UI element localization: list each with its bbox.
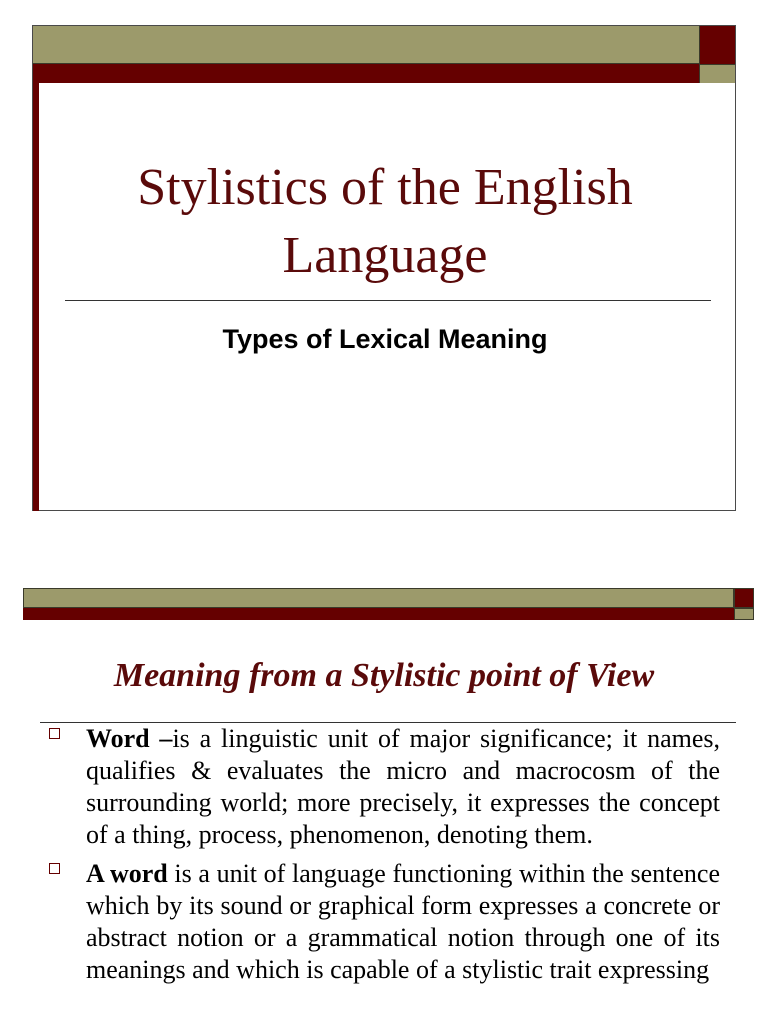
header-corner-maroon bbox=[734, 588, 754, 608]
bullet-term: Word – bbox=[86, 724, 173, 753]
header-maroon-bar bbox=[23, 608, 734, 620]
header-maroon-bar bbox=[33, 64, 699, 83]
slide-title: Stylistics of the English Language bbox=[137, 159, 633, 284]
bullet-text: is a unit of language functioning within the sentence which by its sound or graphical form expresses a concrete or abstract notion or a grammatical notion through one of its meanings and which is capable of a stylistic trait expressing bbox=[86, 859, 720, 984]
square-bullet-icon bbox=[49, 863, 60, 874]
content-slide-header bbox=[23, 588, 754, 620]
header-olive-bar bbox=[23, 588, 734, 608]
header-corner-maroon bbox=[699, 26, 735, 64]
content-slide-title: Meaning from a Stylistic point of View bbox=[113, 657, 655, 694]
list-item bbox=[46, 858, 720, 986]
slide-subtitle: Types of Lexical Meaning bbox=[222, 324, 548, 354]
header-olive-bar bbox=[33, 26, 699, 64]
title-divider bbox=[65, 300, 711, 301]
title-slide bbox=[32, 25, 736, 511]
bullet-term: A word bbox=[86, 859, 168, 888]
header-corner-olive bbox=[699, 64, 735, 83]
bullet-text: is a linguistic unit of major significance; it names, qualifies & evaluates the micro and macrocosm of the surrounding world; more precisely, it expresses the concept of a thing, process, phenomenon, denoting them. bbox=[86, 724, 720, 849]
left-accent-bar bbox=[33, 83, 39, 511]
square-bullet-icon bbox=[49, 728, 60, 739]
bullet-list bbox=[46, 723, 720, 993]
list-item bbox=[46, 723, 720, 851]
header-corner-olive bbox=[734, 608, 754, 620]
